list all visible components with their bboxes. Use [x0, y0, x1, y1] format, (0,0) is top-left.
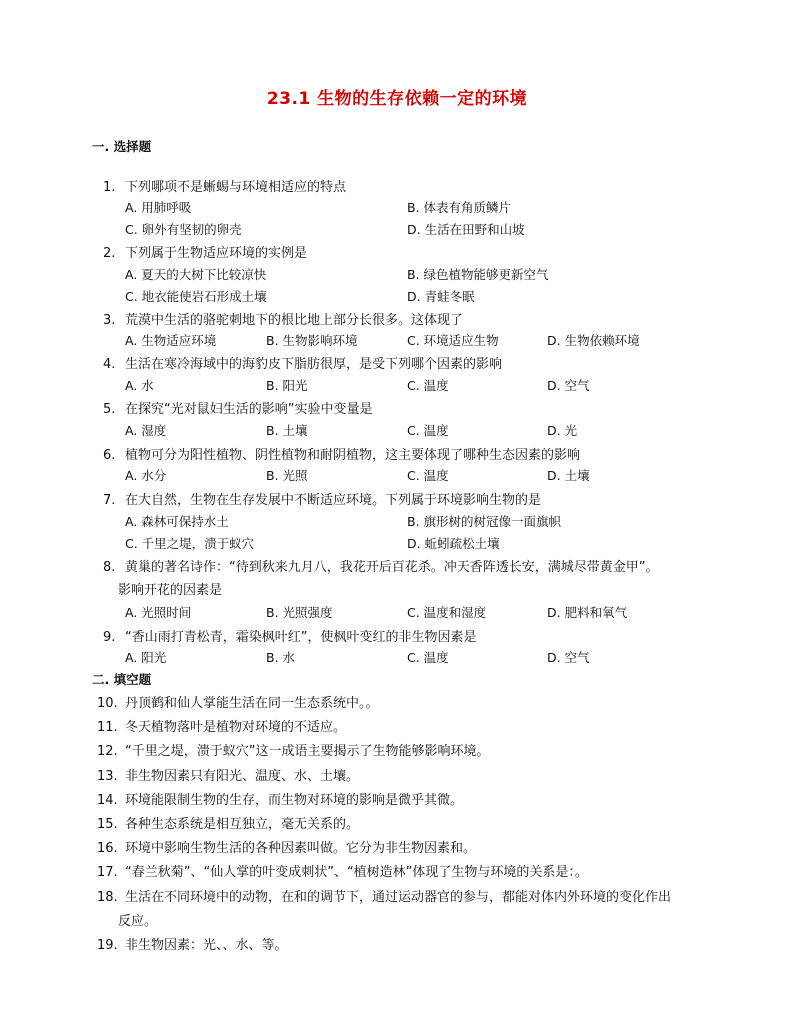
question-4: [103, 353, 502, 372]
option-c: C. 地衣能使岩石形成土壤: [125, 289, 267, 304]
question-number: 17.: [97, 865, 118, 880]
question-9: [103, 626, 476, 645]
question-number: 9.: [103, 630, 116, 645]
option-d: D. 空气: [547, 650, 590, 665]
question-number: 3.: [103, 313, 116, 328]
option-a: A. 夏天的大树下比较凉快: [125, 267, 267, 282]
question-text: 丹顶鹤和仙人掌能生活在同一生态系统中。。: [125, 696, 379, 711]
question-number: 16.: [97, 841, 118, 856]
option-b: B. 绿色植物能够更新空气: [407, 267, 549, 282]
question-text: 荒漠中生活的骆驼刺地下的根比地上部分长很多。这体现了: [125, 313, 464, 328]
option-a: A. 水分: [125, 468, 167, 483]
option-c: C. 温度和湿度: [407, 605, 487, 620]
question-2: [103, 242, 307, 261]
question-7: [103, 489, 541, 508]
question-6: [103, 444, 580, 463]
fill-question-19: [97, 934, 288, 953]
fill-question-18-continuation: 反应。: [118, 914, 158, 929]
option-a: A. 湿度: [125, 423, 167, 438]
option-d: D. 肥料和氧气: [547, 605, 628, 620]
option-d: D. 生活在田野和山坡: [407, 222, 525, 237]
option-c: C. 温度: [407, 468, 449, 483]
option-a: A. 森林可保持水土: [125, 514, 229, 529]
question-text: 在大自然，生物在生存发展中不断适应环境。下列属于环境影响生物的是: [125, 493, 542, 508]
question-text: “香山雨打青松青，霜染枫叶红”，使枫叶变红的非生物因素是: [125, 630, 477, 645]
option-b: B. 土壤: [266, 423, 308, 438]
question-number: 2.: [103, 246, 116, 261]
option-d: D. 光: [547, 423, 578, 438]
option-d: D. 土壤: [547, 468, 590, 483]
question-number: 1.: [103, 180, 116, 195]
option-b: B. 光照: [266, 468, 308, 483]
option-b: B. 光照强度: [266, 605, 333, 620]
option-b: B. 体表有角质鳞片: [407, 200, 512, 215]
option-a: A. 生物适应环境: [125, 333, 217, 348]
question-text: 植物可分为阳性植物、阴性植物和耐阴植物，这主要体现了哪种生态因素的影响: [125, 448, 581, 463]
question-text: 各种生态系统是相互独立，毫无关系的。: [125, 817, 360, 832]
option-a: A. 水: [125, 378, 154, 393]
question-number: 4.: [103, 357, 116, 372]
page-title: 23.1 生物的生存依赖一定的环境: [266, 89, 528, 109]
option-b: B. 生物影响环境: [266, 333, 358, 348]
option-c: C. 环境适应生物: [407, 333, 499, 348]
question-number: 7.: [103, 493, 116, 508]
fill-question-13: [97, 765, 359, 784]
option-a: A. 光照时间: [125, 605, 192, 620]
question-text: 下列哪项不是蜥蜴与环境相适应的特点: [125, 180, 347, 195]
option-b: B. 旗形树的树冠像一面旗帜: [407, 514, 562, 529]
question-text: 生活在不同环境中的动物，在和的调节下，通过运动器官的参与，都能对体内外环境的变化作出: [125, 890, 672, 905]
question-1: [103, 176, 346, 195]
option-c: C. 温度: [407, 650, 449, 665]
question-8: [103, 556, 658, 575]
question-5: [103, 398, 372, 417]
option-c: C. 温度: [407, 378, 449, 393]
section-heading-choice: 一. 选择题: [92, 139, 152, 154]
option-a: A. 用肺呼吸: [125, 200, 192, 215]
question-text: 生活在寒冷海域中的海豹皮下脂肪很厚，是受下列哪个因素的影响: [125, 357, 503, 372]
question-8-continuation: 影响开花的因素是: [118, 583, 223, 598]
option-d: D. 生物依赖环境: [547, 333, 640, 348]
question-number: 6.: [103, 448, 116, 463]
question-number: 12.: [97, 744, 118, 759]
fill-question-10: [97, 692, 379, 711]
question-text: 非生物因素只有阳光、温度、水、土壤。: [125, 769, 360, 784]
question-number: 18.: [97, 890, 118, 905]
question-text: 下列属于生物适应环境的实例是: [125, 246, 308, 261]
question-text: 在探究“光对鼠妇生活的影响”实验中变量是: [125, 402, 373, 417]
fill-question-17: [97, 861, 588, 880]
option-d: D. 蚯蚓疏松土壤: [407, 536, 500, 551]
option-b: B. 水: [266, 650, 296, 665]
question-number: 14.: [97, 793, 118, 808]
option-d: D. 青蛙冬眠: [407, 289, 475, 304]
question-text: 非生物因素：光、、水、等。: [125, 938, 288, 953]
fill-question-16: [97, 837, 476, 856]
question-3: [103, 309, 463, 328]
question-text: 黄巢的著名诗作：“待到秋来九月八，我花开后百花杀。冲天香阵透长安，满城尽带黄金甲”。: [125, 560, 659, 575]
fill-question-14: [97, 789, 463, 808]
question-number: 8.: [103, 560, 116, 575]
question-number: 11.: [97, 720, 118, 735]
question-number: 10.: [97, 696, 118, 711]
question-text: 环境能限制生物的生存，而生物对环境的影响是微乎其微。: [125, 793, 464, 808]
option-b: B. 阳光: [266, 378, 308, 393]
question-text: 冬天植物落叶是植物对环境的不适应。: [125, 720, 347, 735]
section-heading-fill: 二. 填空题: [92, 672, 152, 687]
question-text: “千里之堤，溃于蚁穴”这一成语主要揭示了生物能够影响环境。: [125, 744, 490, 759]
question-text: 环境中影响生物生活的各种因素叫做。它分为非生物因素和。: [125, 841, 477, 856]
option-c: C. 千里之堤，溃于蚁穴: [125, 536, 255, 551]
fill-question-12: [97, 740, 489, 759]
fill-question-15: [97, 813, 359, 832]
option-c: C. 卵外有坚韧的卵壳: [125, 222, 242, 237]
question-number: 15.: [97, 817, 118, 832]
option-a: A. 阳光: [125, 650, 167, 665]
question-number: 5.: [103, 402, 116, 417]
question-number: 19.: [97, 938, 118, 953]
option-d: D. 空气: [547, 378, 590, 393]
fill-question-11: [97, 716, 346, 735]
fill-question-18: [97, 886, 671, 905]
question-number: 13.: [97, 769, 118, 784]
option-c: C. 温度: [407, 423, 449, 438]
question-text: “春兰秋菊”、“仙人掌的叶变成刺状”、“植树造林”体现了生物与环境的关系是：。: [125, 865, 588, 880]
